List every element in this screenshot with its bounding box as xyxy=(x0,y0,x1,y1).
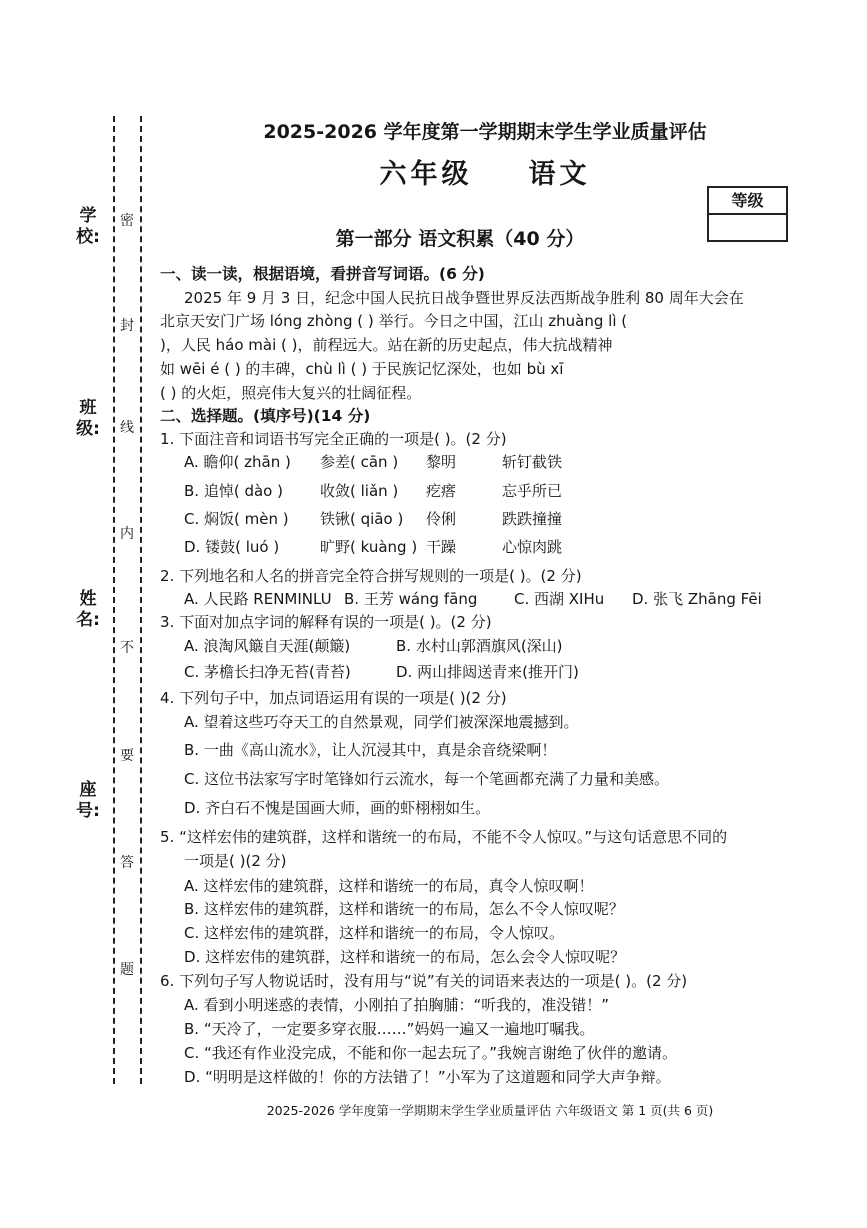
q6-option-c: C. “我还有作业没完成，不能和你一起去玩了。”我婉言谢绝了伙伴的邀请。 xyxy=(184,1044,678,1062)
school-label: 学校: xyxy=(76,206,100,247)
q4-option-c: C. 这位书法家写字时笔锋如行云流水，每一个笔画都充满了力量和美感。 xyxy=(184,770,670,788)
q4-option-b: B. 一曲《高山流水》，让人沉浸其中，真是余音绕梁啊！ xyxy=(184,741,557,759)
q1-option-b: B. 追悼( dào ) 收敛( liǎn ) 疙瘩 忘乎所已 xyxy=(184,482,563,500)
section1-line: )，人民 háo mài ( )，前程远大。站在新的历史起点，伟大抗战精神 xyxy=(160,336,613,354)
q6-option-a: A. 看到小明迷惑的表情，小刚拍了拍胸脯：“听我的，准没错！” xyxy=(184,996,610,1014)
section1-line: 北京天安门广场 lóng zhòng ( ) 举行。今日之中国，江山 zhuàng lì ( xyxy=(160,312,628,330)
question-2-stem: 2. 下列地名和人名的拼音完全符合拼写规则的一项是( )。(2 分) xyxy=(160,567,582,585)
q3-options-row: A. 浪淘风簸自天涯(颠簸) B. 水村山郭酒旗风(深山) xyxy=(184,637,563,655)
grade-box-label: 等级 xyxy=(709,188,786,215)
q6-option-b: B. “天冷了，一定要多穿衣服……”妈妈一遍又一遍地叮嘱我。 xyxy=(184,1020,595,1038)
seal-char: 内 xyxy=(117,526,137,542)
section1-line: 如 wēi é ( ) 的丰碑，chù lì ( ) 于民族记忆深处，也如 bù xī xyxy=(160,360,564,378)
q5-option-c: C. 这样宏伟的建筑群，这样和谐统一的布局，令人惊叹。 xyxy=(184,924,565,942)
q1-option-d: D. 镂鼓( luó ) 旷野( kuàng ) 干躁 心惊肉跳 xyxy=(184,538,563,556)
grade-text: 六年级 xyxy=(379,159,473,190)
q5-option-d: D. 这样宏伟的建筑群，这样和谐统一的布局，怎么会令人惊叹呢？ xyxy=(184,948,626,966)
exam-title: 2025-2026 学年度第一学期期末学生学业质量评估 xyxy=(263,121,707,143)
dashed-line-right xyxy=(140,116,142,1084)
seal-char: 答 xyxy=(117,855,137,871)
section1-heading: 一、读一读，根据语境，看拼音写词语。(6 分) xyxy=(160,265,485,283)
question-5-stem: 5. “这样宏伟的建筑群，这样和谐统一的布局，不能不令人惊叹。”与这句话意思不同的 xyxy=(160,828,728,846)
question-5-stem-cont: 一项是( )(2 分) xyxy=(184,852,287,870)
dashed-line-left xyxy=(113,116,115,1084)
q4-option-d: D. 齐白石不愧是国画大师，画的虾栩栩如生。 xyxy=(184,799,491,817)
subject-text: 语文 xyxy=(528,159,591,190)
q6-option-d: D. “明明是这样做的！你的方法错了！”小军为了这道题和同学大声争辩。 xyxy=(184,1068,671,1086)
page-footer: 2025-2026 学年度第一学期期末学生学业质量评估 六年级语文 第 1 页(共 6 页) xyxy=(266,1103,714,1118)
question-3-stem: 3. 下面对加点字词的解释有误的一项是( )。(2 分) xyxy=(160,613,492,631)
question-4-stem: 4. 下列句子中，加点词语运用有误的一项是( )(2 分) xyxy=(160,689,507,707)
seal-char: 题 xyxy=(117,962,137,978)
seat-label: 座号: xyxy=(76,780,100,821)
seal-char: 线 xyxy=(117,420,137,436)
q2-options: A. 人民路 RENMINLU B. 王芳 wáng fāng C. 西湖 XIHu D. 张飞 Zhāng Fēi xyxy=(184,590,762,608)
seal-char: 不 xyxy=(117,640,137,656)
question-6-stem: 6. 下列句子写人物说话时，没有用与“说”有关的词语来表达的一项是( )。(2 分) xyxy=(160,972,688,990)
q1-option-a: A. 瞻仰( zhān ) 参差( cān ) 黎明 斩钉截铁 xyxy=(184,453,563,471)
section1-line: 2025 年 9 月 3 日，纪念中国人民抗日战争暨世界反法西斯战争胜利 80 周年大会在 xyxy=(184,289,744,307)
section1-line: ( ) 的火炬，照亮伟大复兴的壮阔征程。 xyxy=(160,384,422,402)
seal-char: 密 xyxy=(117,213,137,229)
q5-option-a: A. 这样宏伟的建筑群，这样和谐统一的布局，真令人惊叹啊！ xyxy=(184,877,594,895)
grade-subject xyxy=(180,152,790,191)
question-1-stem: 1. 下面注音和词语书写完全正确的一项是( )。(2 分) xyxy=(160,430,507,448)
seal-char: 封 xyxy=(117,318,137,334)
section2-heading: 二、选择题。(填序号)(14 分) xyxy=(160,407,371,425)
q1-option-c: C. 焖饭( mèn ) 铁锹( qiāo ) 伶俐 跌跌撞撞 xyxy=(184,510,563,528)
q5-option-b: B. 这样宏伟的建筑群，这样和谐统一的布局，怎么不令人惊叹呢？ xyxy=(184,900,624,918)
class-label: 班级: xyxy=(76,398,100,439)
name-label: 姓名: xyxy=(76,589,100,630)
q3-options-row: C. 茅檐长扫净无苔(青苔) D. 两山排闼送青来(推开门) xyxy=(184,663,579,681)
q4-option-a: A. 望着这些巧夺天工的自然景观，同学们被深深地震撼到。 xyxy=(184,713,579,731)
seal-char: 要 xyxy=(117,748,137,764)
part-title: 第一部分 语文积累（40 分） xyxy=(335,228,585,250)
